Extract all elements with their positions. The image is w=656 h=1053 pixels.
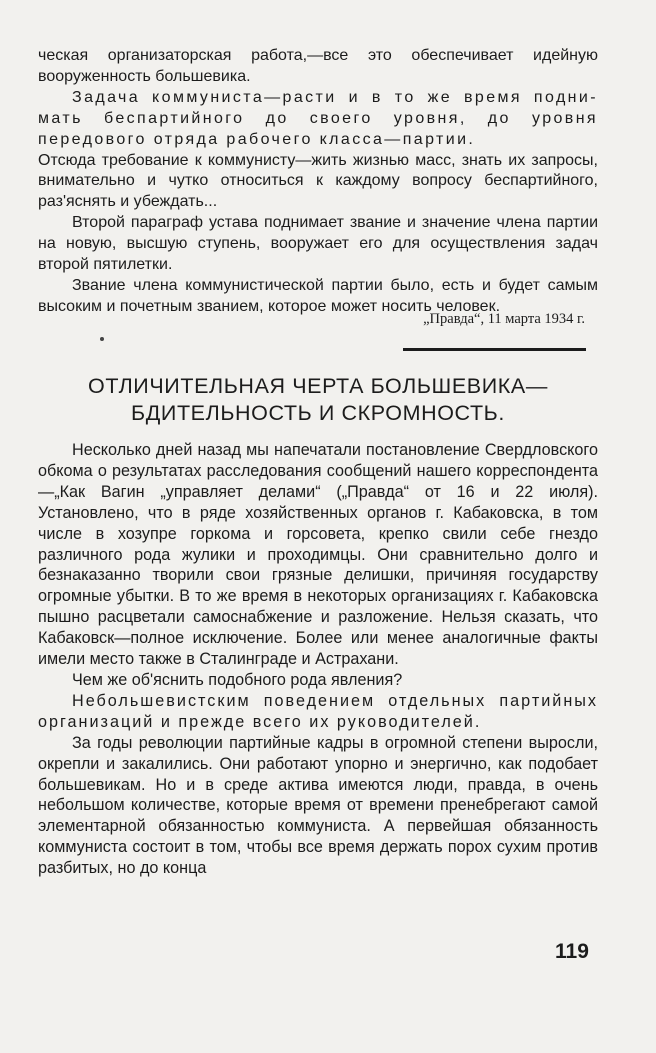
- top-paragraph-1: ческая организаторская работа,—все это обеспечивает идейную вооруженность большевика.: [38, 47, 598, 85]
- top-paragraph-2: Задача коммуниста—расти и в то же время подни- мать беспартийного до своего уровня, до уровня передового отряда рабочего класса—партии.: [38, 88, 598, 148]
- top-paragraph-3: Отсюда требование к коммунисту—жить жизнью масс, знать их запросы, внимательно и чутко относиться к каждому вопросу беспартийного, раз'яснять и убеждать...: [38, 151, 598, 211]
- body-paragraph-4: За годы революции партийные кадры в огромной степени выросли, окрепли и закалились. Они работают упорно и энергично, как подобает большевикам. Но и в среде актива имеются люди, правда, в очень небольшом количестве, которые время от времени пренебрегают самой элементарной обязанностью коммуниста. А первейшая обязанность коммуниста состоит в том, чтобы все время держать порох сухим против разбитых, но до конца: [38, 733, 598, 878]
- headline-line-2: БДИТЕЛЬНОСТЬ И СКРОМНОСТЬ.: [131, 401, 505, 425]
- body-paragraph-2: Чем же об'яснить подобного рода явления?: [72, 670, 403, 689]
- page-number: 119: [555, 940, 589, 963]
- print-speck: [100, 337, 104, 341]
- body-paragraph-3: Небольшевистским поведением отдельных партийных организаций и прежде всего их руководителей.: [38, 691, 598, 731]
- article-headline: [40, 373, 596, 427]
- source-citation: „Правда“, 11 марта 1934 г.: [423, 311, 585, 327]
- top-paragraph-5: Звание члена коммунистической партии было, есть и будет самым высоким и почетным званием, которое может носить человек.: [38, 276, 598, 315]
- body-paragraph-1: Несколько дней назад мы напечатали постановление Свердловского обкома о результатах расследования сообщений нашего корреспондента—„Как Вагин „управляет делами“ („Правда“ от 16 и 22 июля). Установлено, что в ряде хозяйственных органов г. Кабаковска, в том числе в хозупре горкома и горсовета, крепко свили себе гнездо различного рода жулики и проходимцы. Они сравнительно долго и безнаказанно творили свои грязные делишки, причиняя государству огромные убытки. В то же время в некоторых организациях г. Кабаковска пышно расцветали самоснабжение и разложение. Нельзя сказать, что Кабаковск—полное исключение. Более или менее аналогичные факты имели место также в Сталинграде и Астрахани.: [38, 441, 598, 669]
- top-text-block: [38, 46, 598, 318]
- top-paragraph-4: Второй параграф устава поднимает звание и значение члена партии на новую, высшую ступень, вооружает его для осуществления задач второй пятилетки.: [38, 214, 598, 274]
- headline-line-1: ОТЛИЧИТЕЛЬНАЯ ЧЕРТА БОЛЬШЕВИКА—: [88, 374, 548, 398]
- section-divider: [403, 348, 586, 351]
- article-body: [38, 440, 598, 879]
